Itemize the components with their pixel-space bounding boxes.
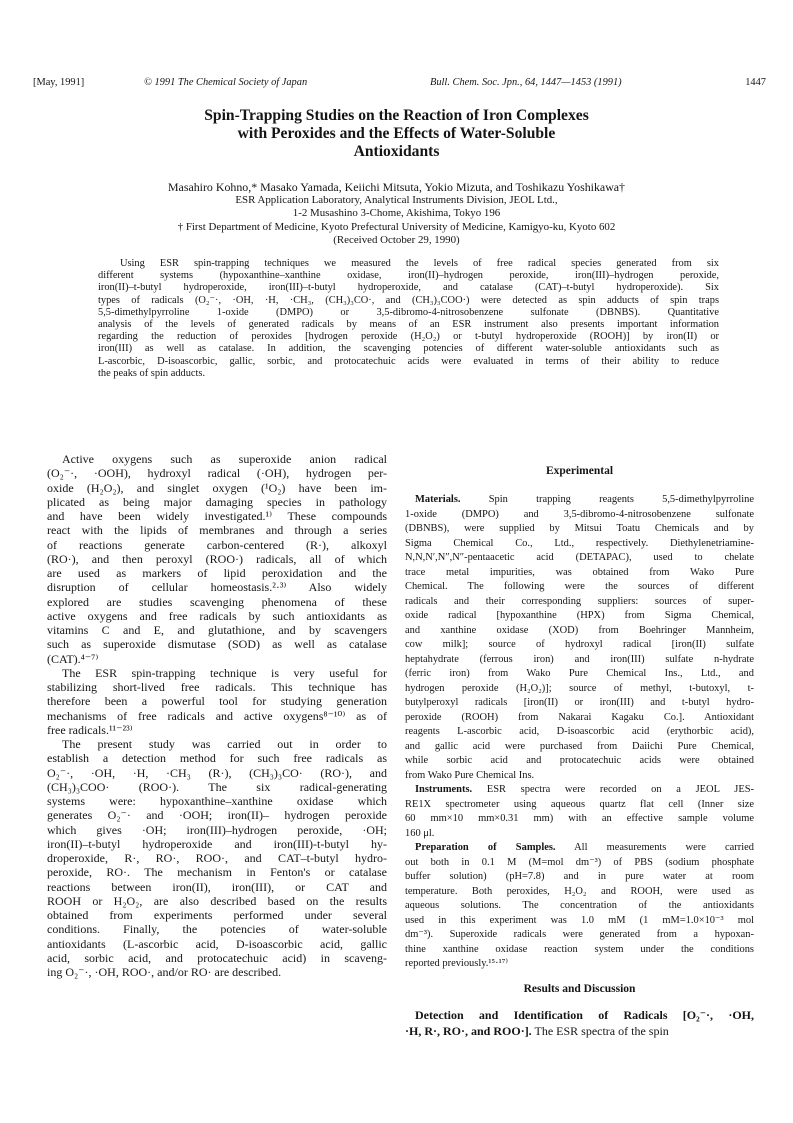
body-line: droperoxide, R·, RO·, ROO·, and CAT–t-butyl hydro- (47, 851, 387, 865)
body-line: hydrogen peroxide (H₂O₂)]; source of methyl, t-butoxyl, t- (405, 682, 754, 694)
body-line: heptahydrate (ferrous iron) and iron(III) sulfate n-hydrate (405, 653, 754, 665)
body-line: N,N,N′,N″,N″-pentaacetic acid (DETAPAC), used to chelate (405, 552, 754, 563)
body-line: Sigma Chemical Co., Ltd., respectively. Diethylenetriamine- (405, 537, 754, 549)
body-line: temperature. Both peroxides, H₂O₂ and ROOH, were used as (405, 885, 754, 897)
body-line: (CH₃)₃COO· (ROO·). The six radical-generating (47, 779, 387, 794)
body-line: cow milk]; source of hydroxyl radical [iron(II) sulfate (405, 639, 754, 650)
abstract-line: iron(III) as well as catalase. In addition, the scavenging potencies of different water-soluble antioxidants such as (98, 343, 719, 355)
body-line: oxide radical [hypoxanthine (HPX) from Sigma Chemical, (405, 610, 754, 621)
body-line: 1-oxide (DMPO) and 3,5-dibromo-4-nitrosobenzene sulfonate (405, 508, 754, 520)
body-line: 60 mm×10 mm×0.31 mm) with an effective sample volume (405, 813, 754, 824)
body-line: acid, sorbic acid, and protocatechuic acid) in scaveng- (47, 950, 387, 965)
running-header (33, 77, 766, 91)
results-subheading: Detection and Identification of Radicals [O₂⁻·, ·OH, (415, 1007, 754, 1022)
body-line: Instruments. ESR spectra were recorded on a JEOL JES- (415, 784, 754, 795)
title-line: Antioxidants (353, 143, 440, 160)
abstract-line: 5,5-dimethylpyrroline 1-oxide (DMPO) or 3,5-dibromo-4-nitrosobenzene sulfonate (DBNBS). Quantitative (98, 306, 719, 318)
body-line: and xanthine oxidase (XOD) from Boehringer Mannheim, (405, 624, 754, 636)
body-line: and have been widely investigated.¹⁾ These compounds (47, 509, 387, 523)
body-line: such as superoxide dismutase (SOD) as well as catalase (47, 637, 387, 652)
body-line: reported previously.¹⁵·¹⁷⁾ (405, 958, 508, 969)
issue-date: [May, 1991] (33, 77, 85, 88)
body-line: oxide (H₂O₂), and singlet oxygen (¹O₂) have been im- (47, 480, 387, 495)
body-line: free radicals.¹¹⁻²³⁾ (47, 722, 133, 737)
body-line: from Wako Pure Chemical Ins. (405, 769, 535, 781)
right-column (405, 463, 754, 1040)
body-line: (O₂⁻·, ·OOH), hydroxyl radical (·OH), hydrogen per- (47, 466, 387, 481)
body-line: reagents L-ascorbic acid, D-isoascorbic acid (erythorbic acid), (405, 726, 754, 737)
body-line: establish a detection method for such free radicals as (47, 751, 387, 766)
body-line: (DBNBS), were supplied by Mitsui Toatu Chemicals and by (405, 523, 754, 534)
body-line: RE1X spectrometer using aqueous quartz flat cell (Inner size (405, 798, 754, 810)
body-line: ROOH or H₂O₂, are also described based on the results (47, 893, 387, 908)
experimental-heading: Experimental (545, 465, 614, 477)
body-line: conditions. Finally, the potencies of water-soluble (47, 922, 387, 937)
body-line: Chemical. The following were the sources of different (405, 581, 754, 592)
body-line: out both in 0.1 M (M=mol dm⁻³) of PBS (sodium phosphate (405, 856, 754, 868)
body-line: are used as markers of lipid peroxidation and the (47, 566, 387, 580)
article-title (60, 107, 733, 161)
body-line: which gives ·OH; iron(III)–hydrogen peroxide, ·OH; (47, 822, 387, 837)
body-line: antioxidants (L-ascorbic acid, D-isoascorbic acid, gallic (47, 936, 387, 951)
affiliation-line: ESR Application Laboratory, Analytical Instruments Division, JEOL Ltd., (235, 194, 558, 206)
title-line: Spin-Trapping Studies on the Reaction of Iron Complexes (204, 107, 589, 124)
abstract-line: analysis of the levels of generated radicals by means of an ESR instrument also presents important information (98, 318, 719, 330)
experimental-body (405, 493, 754, 972)
body-line: Preparation of Samples. All measurements were carried (415, 842, 754, 853)
body-line: therefore been a powerful tool for studying generation (47, 694, 387, 709)
body-line: Materials. Spin trapping reagents 5,5-dimethylpyrroline (415, 494, 754, 505)
body-line: Active oxygens such as superoxide anion radical (62, 452, 387, 466)
body-line: react with the lipids of membranes and through a series (47, 523, 387, 538)
body-line: while sorbic acid and protocatechuic acids were obtained (405, 755, 754, 766)
received-date: (Received October 29, 1990) (333, 233, 460, 246)
copyright-notice: © 1991 The Chemical Society of Japan (144, 77, 308, 88)
body-line: explored are studies scavenging phenomena of these (47, 594, 387, 609)
body-line: of reactions generate carbon-centered (R·), alkoxyl (47, 537, 387, 552)
body-line: The ESR spin-trapping technique is very useful for (62, 665, 387, 680)
body-line: thine xanthine oxidase reaction system under the conditions (405, 943, 754, 955)
abstract-line: types of radicals (O₂⁻·, ·OH, ·H, ·CH₃, (CH₃)₃CO·, and (CH₃)₃COO·) were detected as spin adducts of spin traps (98, 294, 719, 306)
body-line: (RO·), and then peroxyl (ROO·) radicals, all of which (47, 551, 387, 566)
abstract-line: iron(II)–t-butyl hydroperoxide, iron(III)–t-butyl hydroperoxide, and catalase (CAT)–t-butyl hydroperoxide). Six (98, 282, 719, 294)
body-line: (ferric iron) from Wako Pure Chemical Ins., Ltd., and (405, 668, 754, 679)
body-line: (CAT).⁴⁻⁷⁾ (47, 651, 99, 666)
body-line: buffer solution) (pH=7.8) and in pure water at room (405, 871, 754, 882)
body-line: mechanisms of free radicals and active oxygens⁸⁻¹⁰⁾ as of (47, 708, 387, 723)
body-line: obtained from experiments performed under several (47, 908, 387, 922)
body-line: plicated as being major damaging species in pathology (47, 494, 387, 509)
body-line: reactions between iron(II), iron(III), or CAT and (47, 879, 387, 894)
body-line: ing O₂⁻·, ·OH, ROO·, and/or RO· are described. (47, 965, 282, 979)
results-heading: Results and Discussion (523, 982, 636, 995)
body-line: and gallic acid were purchased from Daiichi Pure Chemical, (405, 740, 754, 752)
results-text: The ESR spectra of the spin (534, 1023, 669, 1038)
body-line: 160 μl. (405, 827, 435, 839)
body-line: stabilizing short-lived free radicals. This technique has (47, 680, 387, 694)
body-line: dm⁻³). Superoxide radicals were generated from a hypoxan- (405, 929, 754, 940)
body-line: disruption of cellular homeostasis.²·³⁾ Also widely (47, 580, 387, 595)
results-subheading-cont: ·H, R·, RO·, and ROO·]. (405, 1023, 532, 1038)
abstract (98, 258, 719, 380)
abstract-line: the peaks of spin adducts. (98, 367, 206, 379)
affiliations (40, 194, 753, 247)
body-line: trace metal impurities, was obtained from Wako Pure (405, 566, 754, 578)
body-line: used in this experiment was 1.0 mM (1 mM=1.0×10⁻³ mol (405, 914, 754, 926)
body-line: butylperoxyl radicals [iron(II) or iron(III) and t-butyl hydro- (405, 697, 754, 708)
journal-citation: Bull. Chem. Soc. Jpn., 64, 1447—1453 (1991) (430, 77, 622, 88)
page-number: 1447 (745, 77, 766, 88)
results-first-line (405, 1024, 754, 1040)
abstract-line: regarding the reduction of peroxides [hydrogen peroxide (H₂O₂) or t-butyl hydroperoxide (ROOH)] by iron(II) or (98, 331, 719, 343)
body-line: peroxide (ROOH) from Nakarai Kagaku Co.]. Antioxidant (405, 711, 754, 723)
body-line: generates O₂⁻· and ·OOH; iron(II)– hydrogen peroxide (47, 808, 387, 823)
title-line: with Peroxides and the Effects of Water-Soluble (237, 125, 556, 142)
abstract-line: different systems (hypoxanthine–xanthine oxidase, iron(II)–hydrogen peroxide, iron(III)–hydrogen peroxide, (98, 270, 719, 282)
abstract-line: L-ascorbic, D-isoascorbic, gallic, sorbic, and protocatechuic acids were evaluated in terms of their ability to reduce (98, 355, 719, 367)
intro-column (47, 452, 387, 979)
body-line: O₂⁻·, ·OH, ·H, ·CH₃ (R·), (CH₃)₃CO· (RO·), and (47, 765, 387, 780)
body-line: vitamins C and E, and glutathione, and by scavengers (47, 623, 387, 637)
body-line: iron(II)–t-butyl hydroperoxide and iron(III)-t-butyl hy- (47, 836, 387, 851)
body-line: radicals and their corresponding suppliers: sources of super- (405, 595, 754, 607)
body-line: The present study was carried out in order to (62, 737, 387, 751)
affiliation-line: 1-2 Musashino 3-Chome, Akishima, Tokyo 196 (292, 207, 501, 220)
body-line: aqueous solutions. The concentration of the antioxidants (405, 900, 754, 911)
body-line: active oxygens and free radicals by such antioxidants as (47, 608, 387, 623)
author-list: Masahiro Kohno,* Masako Yamada, Keiichi Mitsuta, Yokio Mizuta, and Toshikazu Yoshikawa† (167, 180, 626, 194)
abstract-line: Using ESR spin-trapping techniques we measured the levels of free radical species generated from six (120, 258, 719, 269)
body-line: systems were: hypoxanthine–xanthine oxidase which (47, 794, 387, 808)
body-line: peroxide, RO·. The mechanism in Fenton's or catalase (47, 865, 387, 880)
affiliation-line: † First Department of Medicine, Kyoto Prefectural University of Medicine, Kamigyo-ku, Kyoto 602 (177, 220, 616, 233)
